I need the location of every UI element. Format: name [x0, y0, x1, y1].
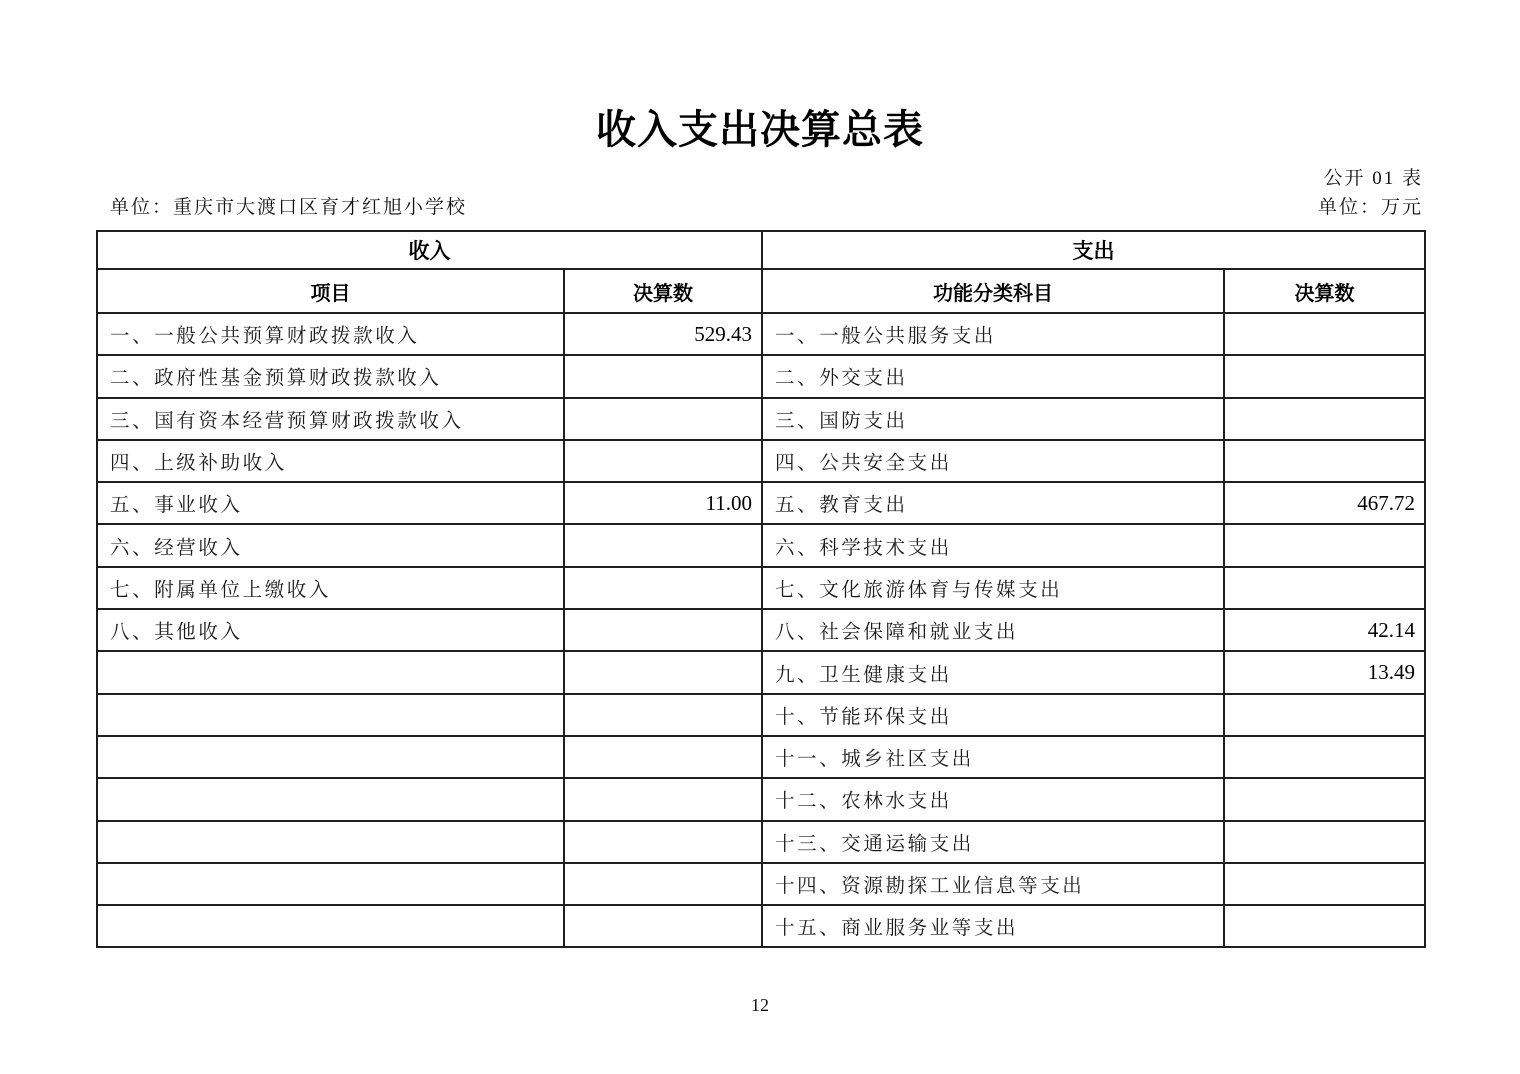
table-row — [97, 651, 1425, 693]
income-amount-header: 决算数 — [564, 269, 762, 313]
income-item-cell: 七、附属单位上缴收入 — [97, 567, 564, 609]
income-item-cell: 八、其他收入 — [97, 609, 564, 651]
income-amount-cell — [564, 905, 762, 947]
unit-measure-label: 单位：万元 — [1317, 197, 1423, 218]
table-row — [97, 398, 1425, 440]
income-amount-cell — [564, 609, 762, 651]
expense-amount-cell: 467.72 — [1224, 482, 1425, 524]
expense-amount-cell — [1224, 905, 1425, 947]
income-item-cell: 二、政府性基金预算财政拨款收入 — [97, 355, 564, 397]
income-amount-cell — [564, 398, 762, 440]
table-row — [97, 524, 1425, 566]
table-row — [97, 355, 1425, 397]
income-amount-cell — [564, 567, 762, 609]
income-item-cell: 五、事业收入 — [97, 482, 564, 524]
table-row — [97, 778, 1425, 820]
income-amount-cell — [564, 651, 762, 693]
table-row — [97, 440, 1425, 482]
expense-amount-cell — [1224, 736, 1425, 778]
income-amount-cell — [564, 524, 762, 566]
column-header-row — [97, 269, 1425, 313]
income-item-cell — [97, 821, 564, 863]
table-row — [97, 609, 1425, 651]
income-item-cell — [97, 778, 564, 820]
table-row — [97, 821, 1425, 863]
income-item-cell — [97, 863, 564, 905]
expense-amount-cell: 42.14 — [1224, 609, 1425, 651]
expense-amount-cell — [1224, 821, 1425, 863]
income-amount-cell — [564, 821, 762, 863]
income-item-header: 项目 — [97, 269, 564, 313]
expense-item-cell: 九、卫生健康支出 — [762, 651, 1224, 693]
table-code-label: 公开 01 表 — [1323, 168, 1423, 189]
expense-amount-cell — [1224, 567, 1425, 609]
unit-name-label: 单位：重庆市大渡口区育才红旭小学校 — [110, 197, 468, 218]
expense-item-cell: 七、文化旅游体育与传媒支出 — [762, 567, 1224, 609]
table-row — [97, 905, 1425, 947]
expense-item-cell: 一、一般公共服务支出 — [762, 313, 1224, 355]
table-row — [97, 736, 1425, 778]
expense-amount-header: 决算数 — [1224, 269, 1425, 313]
table-row — [97, 313, 1425, 355]
income-amount-cell — [564, 694, 762, 736]
income-section-header: 收入 — [97, 231, 762, 269]
income-amount-cell: 529.43 — [564, 313, 762, 355]
income-item-cell: 一、一般公共预算财政拨款收入 — [97, 313, 564, 355]
table-row — [97, 482, 1425, 524]
page-number: 12 — [751, 995, 769, 1015]
expense-item-cell: 四、公共安全支出 — [762, 440, 1224, 482]
expense-amount-cell — [1224, 398, 1425, 440]
table-row — [97, 863, 1425, 905]
income-amount-cell — [564, 778, 762, 820]
income-amount-cell — [564, 863, 762, 905]
income-amount-cell — [564, 736, 762, 778]
expense-item-cell: 十二、农林水支出 — [762, 778, 1224, 820]
expense-item-cell: 十、节能环保支出 — [762, 694, 1224, 736]
income-amount-cell — [564, 355, 762, 397]
income-item-cell — [97, 651, 564, 693]
page-title: 收入支出决算总表 — [596, 108, 924, 152]
income-item-cell: 四、上级补助收入 — [97, 440, 564, 482]
income-amount-cell: 11.00 — [564, 482, 762, 524]
expense-amount-cell — [1224, 694, 1425, 736]
expense-item-cell: 十五、商业服务业等支出 — [762, 905, 1224, 947]
summary-table — [96, 230, 1426, 948]
income-item-cell: 三、国有资本经营预算财政拨款收入 — [97, 398, 564, 440]
expense-item-cell: 五、教育支出 — [762, 482, 1224, 524]
expense-item-cell: 二、外交支出 — [762, 355, 1224, 397]
expense-amount-cell: 13.49 — [1224, 651, 1425, 693]
section-header-row — [97, 231, 1425, 269]
income-item-cell — [97, 736, 564, 778]
table-row — [97, 567, 1425, 609]
expense-item-cell: 八、社会保障和就业支出 — [762, 609, 1224, 651]
expense-item-header: 功能分类科目 — [762, 269, 1224, 313]
expense-item-cell: 六、科学技术支出 — [762, 524, 1224, 566]
expense-item-cell: 十三、交通运输支出 — [762, 821, 1224, 863]
expense-amount-cell — [1224, 440, 1425, 482]
expense-section-header: 支出 — [762, 231, 1425, 269]
income-amount-cell — [564, 440, 762, 482]
expense-item-cell: 十四、资源勘探工业信息等支出 — [762, 863, 1224, 905]
expense-amount-cell — [1224, 778, 1425, 820]
income-item-cell — [97, 905, 564, 947]
expense-amount-cell — [1224, 355, 1425, 397]
income-item-cell — [97, 694, 564, 736]
expense-item-cell: 三、国防支出 — [762, 398, 1224, 440]
expense-amount-cell — [1224, 863, 1425, 905]
income-item-cell: 六、经营收入 — [97, 524, 564, 566]
table-row — [97, 694, 1425, 736]
expense-item-cell: 十一、城乡社区支出 — [762, 736, 1224, 778]
expense-amount-cell — [1224, 313, 1425, 355]
expense-amount-cell — [1224, 524, 1425, 566]
